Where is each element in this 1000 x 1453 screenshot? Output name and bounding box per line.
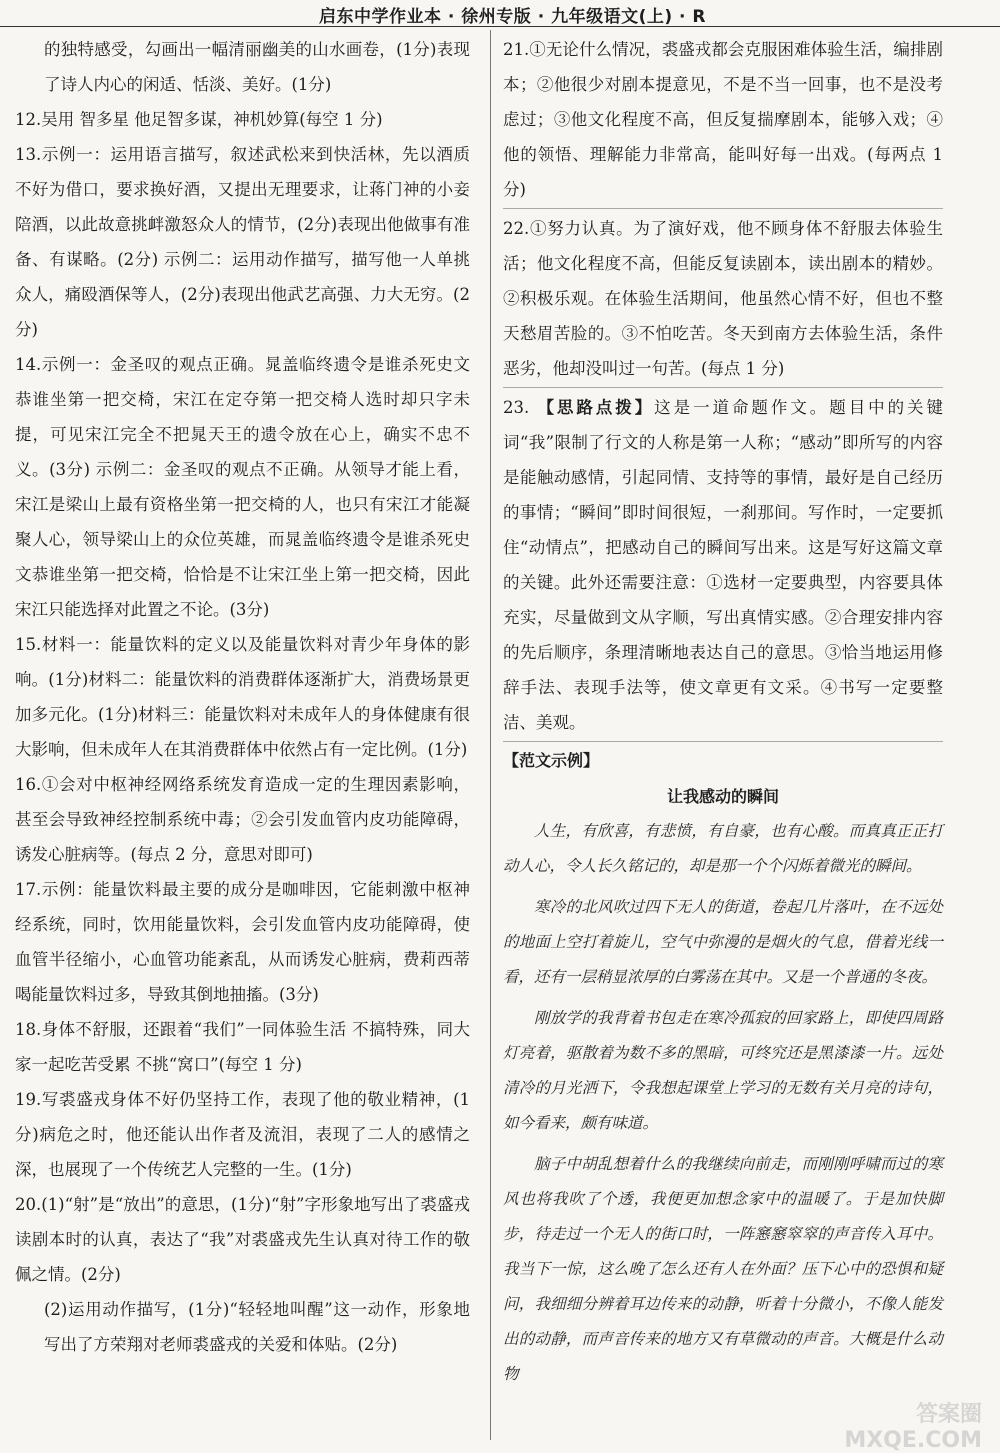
answer-text: 示例一：运用语言描写，叙述武松来到快活林，先以酒质不好为借口，要求换好酒，又提出无理要求，让蒋门神的小妾陪酒，以此故意挑衅激怒众人的情节，(2分)表现出他做事有准备、有谋略。(2分) 示例二：运用动作描写，描写他一人单挑众人，痛殴酒保等人，(2分)表现出他武艺高强、力大无穷。(2分) <box>15 145 470 339</box>
answer-text: 吴用 智多星 他足智多谋，神机妙算(每空 1 分) <box>41 110 383 129</box>
right-column <box>503 32 943 1398</box>
answer-number: 22. <box>503 219 530 238</box>
answer-11-continued: 的独特感受，勾画出一幅清丽幽美的山水画卷，(1分)表现了诗人内心的闲适、恬淡、美好。(1分) <box>44 40 470 94</box>
header-title: 启东中学作业本 · 徐州专版 · 九年级语文(上) · R <box>318 7 706 27</box>
answer-item-23 <box>503 390 943 740</box>
essay-body <box>503 814 943 1392</box>
answer-text: ①无论什么情况，裘盛戎都会克服困难体验生活，编排剧本；②他很少对剧本提意见，不是不当一回事，也不是没考虑过；③他文化程度不高，但反复揣摩剧本，能够入戏；④他的领悟、理解能力非常高，能叫好每一出戏。(每两点 1 分) <box>503 40 943 199</box>
essay-paragraph: 脑子中胡乱想着什么的我继续向前走，而刚刚呼啸而过的寒风也将我吹了个透，我便更加想念家中的温暖了。于是加快脚步，待走过一个无人的街口时，一阵窸窸窣窣的声音传入耳中。我当下一惊，这么晚了怎么还有人在外面？压下心中的恐惧和疑问，我细细分辨着耳边传来的动静，听着十分微小，不像人能发出的动静，而声音传来的地方又有草微动的声音。大概是什么动物 <box>503 1155 943 1383</box>
answer-item <box>503 32 943 207</box>
answer-item <box>15 1187 470 1292</box>
answer-item <box>15 1082 470 1187</box>
answer-number: 23. <box>503 398 530 417</box>
section-rule <box>503 741 943 742</box>
answer-item <box>15 767 470 872</box>
answer-number: 14. <box>15 355 42 374</box>
sample-essay-label: 【范文示例】 <box>503 751 600 770</box>
answer-text: 这是一道命题作文。题目中的关键词“我”限制了行文的人称是第一人称；“感动”即所写的内容是能触动感情，引起同情、支持等的事情，最好是自己经历的事情；“瞬间”即时间很短，一刹那间。写作时，一定要抓住“动情点”，把感动自己的瞬间写出来。这是写好这篇文章的关键。此外还需要注意：①选材一定要典型，内容要具体充实，尽量做到文从字顺，写出真情实感。②合理安排内容的先后顺序，条理清晰地表达自己的意思。③恰当地运用修辞手法、表现手法等，使文章更有文采。④书写一定要整洁、美观。 <box>503 398 944 732</box>
answer-number: 18. <box>15 1020 42 1039</box>
answer-number: 20. <box>15 1195 42 1214</box>
essay-paragraph: 人生，有欣喜，有悲愤，有自豪，也有心酸。而真真正正打动人心，令人长久铭记的，却是那一个个闪烁着微光的瞬间。 <box>503 822 943 875</box>
answer-text: ①努力认真。为了演好戏，他不顾身体不舒服去体验生活；他文化程度不高，但能反复读剧本，读出剧本的精妙。②积极乐观。在体验生活期间，他虽然心情不好，但也不整天愁眉苦脸的。③不怕吃苦。冬天到南方去体验生活，条件恶劣，他却没叫过一句苦。(每点 1 分) <box>503 219 943 378</box>
answer-text: 写裘盛戎身体不好仍坚持工作，表现了他的敬业精神，(1分)病危之时，他还能认出作者及流泪，表现了二人的感情之深，也展现了一个传统艺人完整的一生。(1分) <box>15 1090 470 1179</box>
answer-item <box>15 872 470 1012</box>
essay-paragraph: 刚放学的我背着书包走在寒冷孤寂的回家路上，即使四周路灯亮着，驱散着为数不多的黑暗，可终究还是黑漆漆一片。远处清冷的月光洒下，令我想起课堂上学习的无数有关月亮的诗句，如今看来，颇有味道。 <box>503 1009 943 1132</box>
answer-text: 示例：能量饮料最主要的成分是咖啡因，它能刺激中枢神经系统，同时，饮用能量饮料，会引发血管内皮功能障碍，使血管半径缩小，心血管功能紊乱，从而诱发心脏病，费莉西蒂喝能量饮料过多，导致其倒地抽搐。(3分) <box>15 880 470 1004</box>
answer-item <box>15 627 470 767</box>
item-rule <box>503 208 943 209</box>
answer-text: 身体不舒服，还跟着“我们”一同体验生活 不搞特殊，同大家一起吃苦受累 不挑“窝口”(每空 1 分) <box>15 1020 470 1074</box>
essay-paragraph: 寒冷的北风吹过四下无人的街道，卷起几片落叶，在不远处的地面上空打着旋儿，空气中弥漫的是烟火的气息，借着光线一看，还有一层稍显浓厚的白雾荡在其中。又是一个普通的冬夜。 <box>503 898 943 986</box>
answer-20-part-2: (2)运用动作描写，(1分)“轻轻地叫醒”这一动作，形象地写出了方荣翔对老师裘盛戎的关爱和体贴。(2分) <box>44 1300 470 1354</box>
watermark-logo: 答案圈 MXQE.COM <box>844 1402 982 1453</box>
answer-number: 21. <box>503 40 530 59</box>
answer-text: 材料一：能量饮料的定义以及能量饮料对青少年身体的影响。(1分)材料二：能量饮料的消费群体逐渐扩大，消费场景更加多元化。(1分)材料三：能量饮料对未成年人的身体健康有很大影响，但未成年人在其消费群体中依然占有一定比例。(1分) <box>15 635 470 759</box>
hint-label: 【思路点拨】 <box>537 398 655 417</box>
answer-text: 示例一：金圣叹的观点正确。晁盖临终遗令是谁杀死史文恭谁坐第一把交椅，宋江在定夺第一把交椅人选时却只字未提，可见宋江完全不把晁天王的遗令放在心上，确实不忠不义。(3分) 示例二：金圣叹的观点不正确。从领导才能上看，宋江是梁山上最有资格坐第一把交椅的人，也只有宋江才能凝聚人心，领导梁山上的众位英雄，而晁盖临终遗令是谁杀死史文恭谁坐第一把交椅，恰恰是不让宋江坐上第一把交椅，因此宋江只能选择对此置之不论。(3分) <box>15 355 470 619</box>
answer-item <box>15 137 470 347</box>
answer-text: ①会对中枢神经网络系统发育造成一定的生理因素影响，甚至会导致神经控制系统中毒；②会引发血管内皮功能障碍，诱发心脏病等。(每点 2 分，意思对即可) <box>15 775 470 864</box>
left-column <box>15 32 470 1362</box>
answer-item <box>15 1012 470 1082</box>
page-header <box>0 0 1000 27</box>
answer-number: 16. <box>15 775 42 794</box>
column-divider <box>490 30 491 1440</box>
answer-item <box>15 102 470 137</box>
answer-item <box>15 347 470 627</box>
answer-number: 13. <box>15 145 42 164</box>
item-rule <box>503 387 943 388</box>
answer-item <box>503 211 943 386</box>
answer-number: 19. <box>15 1090 42 1109</box>
answer-number: 12. <box>15 110 42 129</box>
essay-title: 让我感动的瞬间 <box>666 787 779 806</box>
answer-number: 17. <box>15 880 42 899</box>
answer-number: 15. <box>15 635 42 654</box>
answer-text: (1)“射”是“放出”的意思，(1分)“射”字形象地写出了裘盛戎读剧本时的认真，表达了“我”对裘盛戎先生认真对待工作的敬佩之情。(2分) <box>15 1195 470 1284</box>
